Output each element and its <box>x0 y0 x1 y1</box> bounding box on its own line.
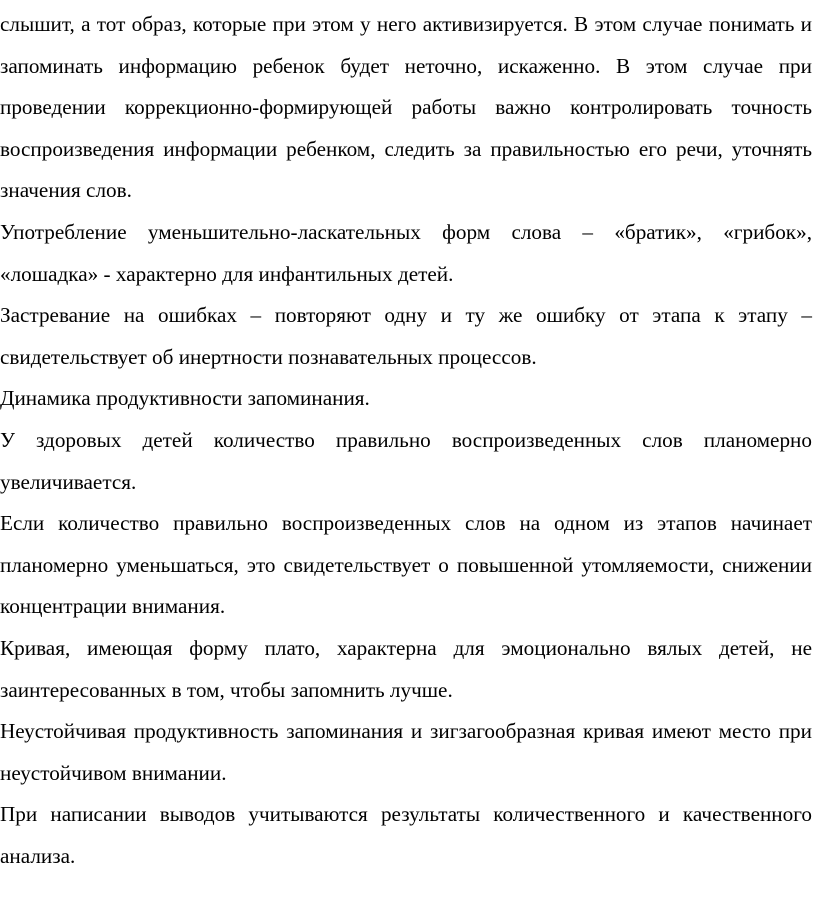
paragraph-diminutive-forms: Употребление уменьшительно-ласкательных форм слова – «братик», «грибок», «лошадка» - характерно для инфантильных детей. <box>0 219 812 286</box>
paragraph-dynamics-heading: Динамика продуктивности запоминания. <box>0 386 370 411</box>
paragraph-plateau-curve: Кривая, имеющая форму плато, характерна для эмоционально вялых детей, не заинтересованных в том, чтобы запомнить лучше. <box>0 635 812 702</box>
paragraph-unstable-productivity: Неустойчивая продуктивность запоминания и зигзагообразная кривая имеют место при неустойчивом внимании. <box>0 719 812 785</box>
paragraph-fatigue: Если количество правильно воспроизведенных слов на одном из этапов начинает планомерно уменьшаться, это свидетельствует о повышенной утомляемости, снижении концентрации внимания. <box>0 511 812 619</box>
paragraph-memory-distortion: слышит, а тот образ, которые при этом у него активизируется. В этом случае понимать и запоминать информацию ребенок будет неточно, искаженно. В этом случае при проведении коррекционно-формирующей работы важно контролировать точность воспроизведения информации ребенком, следить за правильностью его речи, уточнять значения слов. <box>0 12 812 203</box>
paragraph-error-perseveration: Застревание на ошибках – повторяют одну и ту же ошибку от этапа к этапу – свидетельствует об инертности познавательных процессов. <box>0 303 812 369</box>
paragraph-conclusions: При написании выводов учитываются результаты количественного и качественного анализа. <box>0 802 812 868</box>
paragraph-healthy-children: У здоровых детей количество правильно воспроизведенных слов планомерно увеличивается. <box>0 427 812 494</box>
